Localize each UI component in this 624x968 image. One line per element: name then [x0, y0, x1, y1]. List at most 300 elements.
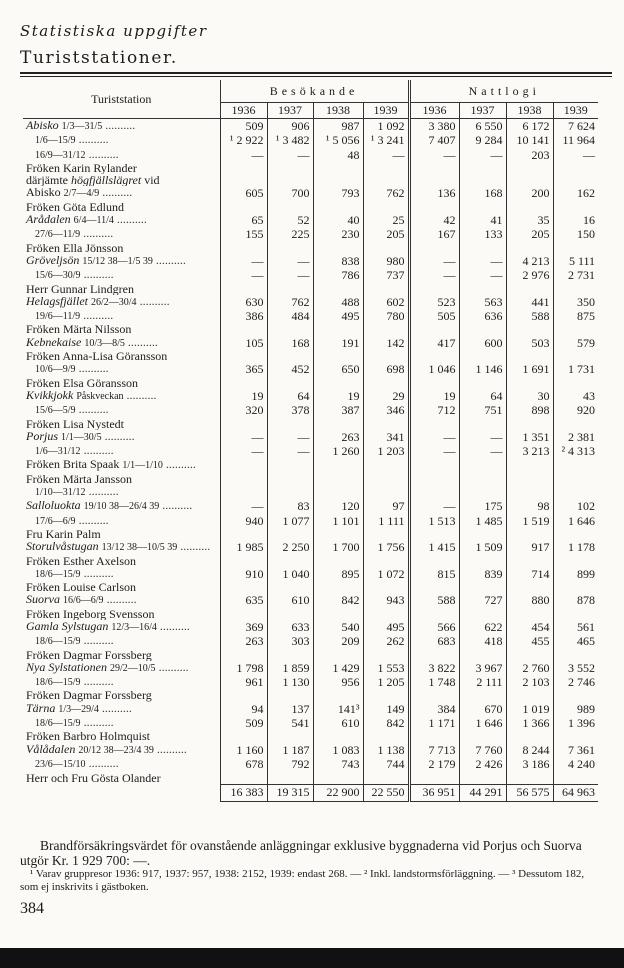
period-dates: 1/3—29/4: [58, 703, 99, 715]
visits-value-cell: 1 160: [220, 743, 267, 757]
visits-value-cell: 142: [363, 336, 409, 350]
nights-value-cell: —: [409, 499, 459, 513]
visits-value-cell: —: [220, 444, 267, 458]
station-label: Abisko: [26, 186, 61, 200]
nights-value-cell: [459, 418, 506, 430]
nights-value-cell: 1 146: [459, 362, 506, 376]
nights-value-cell: 1 171: [409, 716, 459, 730]
visits-value-cell: [267, 649, 313, 661]
table-row: [23, 186, 598, 200]
nights-value-cell: [506, 350, 553, 362]
table-row: [23, 689, 598, 701]
footer-main-text: Brandförsäkringsvärdet för ovanstående anläggningar exklusive byggnaderna vid Porjus och Suorva utgör Kr. 1 929 700: —.: [20, 838, 582, 868]
nights-value-cell: [506, 581, 553, 593]
period-dates: 1/6—15/9: [35, 135, 76, 147]
period-dates: 13/12 38—10/5 39: [101, 542, 178, 554]
station-label-suffix: vid: [144, 174, 160, 187]
period-dates: 6/4—11/4: [73, 215, 114, 227]
visits-value-cell: [363, 528, 409, 540]
nights-value-cell: 2 111: [459, 675, 506, 689]
visits-value-cell: [363, 555, 409, 567]
station-cell: [23, 661, 220, 675]
table-row: [23, 133, 598, 147]
page-number: 384: [20, 900, 44, 917]
nights-value-cell: [409, 174, 459, 186]
station-label: Fröken Märta Jansson: [26, 472, 132, 486]
visits-value-cell: 303: [267, 634, 313, 648]
station-cell: [23, 148, 220, 162]
visits-value-cell: —: [267, 430, 313, 444]
visits-value-cell: 141³: [313, 702, 363, 716]
station-cell: [23, 283, 220, 295]
visits-value-cell: 633: [267, 620, 313, 634]
nights-value-cell: 1 178: [553, 540, 598, 554]
nights-value-cell: 200: [506, 186, 553, 200]
nights-value-cell: 465: [553, 634, 598, 648]
station-label: Fröken Barbro Holmquist: [26, 730, 150, 743]
visits-value-cell: [363, 242, 409, 254]
station-cell: [23, 430, 220, 444]
visits-value-cell: [313, 283, 363, 295]
visits-value-cell: —: [220, 430, 267, 444]
nights-value-cell: 875: [553, 309, 598, 323]
table-row: [23, 268, 598, 282]
total-value-cell: 22 900: [313, 784, 363, 801]
running-header: Statistiska uppgifter: [20, 22, 208, 40]
leader-dots: ..........: [80, 309, 114, 323]
nights-value-cell: 1 019: [506, 702, 553, 716]
leader-dots: ..........: [153, 742, 187, 756]
visits-value-cell: 737: [363, 268, 409, 282]
leader-dots: ..........: [113, 213, 147, 227]
nights-value-cell: —: [409, 254, 459, 268]
nights-value-cell: 7 760: [459, 743, 506, 757]
visits-value-cell: [267, 458, 313, 472]
visits-value-cell: 65: [220, 213, 267, 227]
visits-value-cell: [363, 418, 409, 430]
table-row: [23, 555, 598, 567]
period-dates: 12/3—16/4: [111, 621, 157, 633]
nights-value-cell: —: [409, 148, 459, 162]
nights-value-cell: 1 646: [553, 514, 598, 528]
total-value-cell: 22 550: [363, 784, 409, 801]
station-label: Vålådalen: [26, 742, 76, 756]
visits-value-cell: 137: [267, 702, 313, 716]
visits-value-cell: 320: [220, 403, 267, 417]
station-cell: [23, 377, 220, 389]
nights-value-cell: 1 519: [506, 514, 553, 528]
period-dates: 18/6—15/9: [35, 636, 81, 648]
visits-value-cell: 495: [363, 620, 409, 634]
table-row: [23, 201, 598, 213]
nights-value-cell: 2 746: [553, 675, 598, 689]
group-header-nights: Nattlogi: [409, 80, 598, 102]
visits-value-cell: 209: [313, 634, 363, 648]
visits-value-cell: [313, 485, 363, 499]
nights-value-cell: 714: [506, 567, 553, 581]
visits-value-cell: [363, 201, 409, 213]
visits-value-cell: [220, 771, 267, 784]
nights-value-cell: [459, 242, 506, 254]
nights-value-cell: 670: [459, 702, 506, 716]
visits-value-cell: [313, 350, 363, 362]
table-row: [23, 743, 598, 757]
period-dates: 10/6—9/9: [35, 364, 76, 376]
nights-value-cell: 2 731: [553, 268, 598, 282]
station-cell: [23, 295, 220, 309]
nights-value-cell: 1 646: [459, 716, 506, 730]
nights-value-cell: [506, 649, 553, 661]
visits-value-cell: [363, 485, 409, 499]
visits-value-cell: 509: [220, 716, 267, 730]
nights-value-cell: 1 731: [553, 362, 598, 376]
nights-value-cell: 454: [506, 620, 553, 634]
visits-value-cell: 484: [267, 309, 313, 323]
nights-value-cell: 561: [553, 620, 598, 634]
table-row: [23, 418, 598, 430]
nights-value-cell: [459, 730, 506, 742]
nights-value-cell: 1 748: [409, 675, 459, 689]
visits-value-cell: [313, 581, 363, 593]
visits-value-cell: 1 429: [313, 661, 363, 675]
period-dates: 1/10—31/12: [35, 487, 86, 499]
table-row: [23, 528, 598, 540]
nights-value-cell: 2 976: [506, 268, 553, 282]
nights-value-cell: 751: [459, 403, 506, 417]
visits-value-cell: [220, 485, 267, 499]
nights-value-cell: 898: [506, 403, 553, 417]
total-value-cell: 64 963: [553, 784, 598, 801]
visits-value-cell: [220, 581, 267, 593]
station-label: Storulvåstugan: [26, 540, 99, 554]
visits-value-cell: [313, 730, 363, 742]
table-row: [23, 514, 598, 528]
total-value-cell: 44 291: [459, 784, 506, 801]
leader-dots: ..........: [75, 513, 109, 527]
nights-value-cell: 9 284: [459, 133, 506, 147]
station-cell: [23, 309, 220, 323]
visits-value-cell: [220, 377, 267, 389]
visits-value-cell: 762: [363, 186, 409, 200]
nights-value-cell: [459, 473, 506, 485]
nights-value-cell: 579: [553, 336, 598, 350]
nights-value-cell: 3 822: [409, 661, 459, 675]
nights-value-cell: 167: [409, 227, 459, 241]
nights-value-cell: 683: [409, 634, 459, 648]
visits-value-cell: [313, 555, 363, 567]
table-row: [23, 148, 598, 162]
visits-value-cell: 906: [267, 119, 313, 134]
visits-value-cell: [313, 473, 363, 485]
station-cell: [23, 675, 220, 689]
nights-value-cell: —: [459, 148, 506, 162]
station-cell: [23, 771, 220, 784]
period-dates: 19/10 38—26/4 39: [83, 501, 160, 513]
period-dates: 15/6—30/9: [35, 270, 81, 282]
nights-value-cell: 917: [506, 540, 553, 554]
nights-value-cell: 712: [409, 403, 459, 417]
visits-value-cell: —: [220, 254, 267, 268]
visits-value-cell: 387: [313, 403, 363, 417]
nights-value-cell: [459, 350, 506, 362]
station-cell: [23, 362, 220, 376]
visits-value-cell: [267, 350, 313, 362]
table-row: [23, 174, 598, 186]
nights-value-cell: [553, 555, 598, 567]
visits-value-cell: 1 072: [363, 567, 409, 581]
station-cell: [23, 499, 220, 513]
station-cell: [23, 593, 220, 607]
visits-value-cell: 1 700: [313, 540, 363, 554]
table-row: [23, 162, 598, 174]
visits-value-cell: [220, 323, 267, 335]
nights-value-cell: 505: [409, 309, 459, 323]
nights-value-cell: 815: [409, 567, 459, 581]
station-cell: [23, 418, 220, 430]
table-row: [23, 242, 598, 254]
nights-value-cell: 4 240: [553, 757, 598, 771]
leader-dots: ..........: [80, 675, 114, 689]
leader-dots: ..........: [80, 634, 114, 648]
visits-value-cell: [363, 689, 409, 701]
table-row: [23, 485, 598, 499]
visits-value-cell: 793: [313, 186, 363, 200]
visits-year-header: 1939: [363, 102, 409, 118]
nights-value-cell: [553, 283, 598, 295]
period-dates: Påskveckan: [76, 390, 124, 402]
visits-value-cell: 980: [363, 254, 409, 268]
nights-value-cell: [409, 350, 459, 362]
nights-value-cell: 441: [506, 295, 553, 309]
period-dates: 15/6—5/9: [35, 405, 76, 417]
station-cell: [23, 403, 220, 417]
station-label: Fröken Lisa Nystedt: [26, 417, 124, 430]
table-row: [23, 661, 598, 675]
table-row: [23, 389, 598, 403]
nights-value-cell: 205: [506, 227, 553, 241]
visits-value-cell: [220, 473, 267, 485]
visits-value-cell: 630: [220, 295, 267, 309]
nights-value-cell: [553, 174, 598, 186]
nights-value-cell: 7 713: [409, 743, 459, 757]
nights-value-cell: 1 485: [459, 514, 506, 528]
visits-value-cell: [267, 283, 313, 295]
visits-value-cell: [313, 528, 363, 540]
nights-value-cell: [553, 242, 598, 254]
nights-value-cell: [409, 377, 459, 389]
period-dates: 15/12 38—1/5 39: [82, 255, 153, 267]
table-row: [23, 593, 598, 607]
station-label: Helagsfjället: [26, 294, 88, 308]
nights-value-cell: [506, 458, 553, 472]
nights-year-header: 1936: [409, 102, 459, 118]
station-cell: [23, 620, 220, 634]
visits-value-cell: 1 553: [363, 661, 409, 675]
nights-value-cell: 162: [553, 186, 598, 200]
visits-value-cell: 842: [363, 716, 409, 730]
visits-value-cell: —: [267, 444, 313, 458]
visits-value-cell: [220, 174, 267, 186]
nights-value-cell: 1 366: [506, 716, 553, 730]
nights-value-cell: 418: [459, 634, 506, 648]
nights-value-cell: 2 381: [553, 430, 598, 444]
total-value-cell: 19 315: [267, 784, 313, 801]
leader-dots: ..........: [102, 118, 136, 132]
nights-value-cell: 6 172: [506, 119, 553, 134]
nights-value-cell: 1 509: [459, 540, 506, 554]
visits-value-cell: 52: [267, 213, 313, 227]
visits-value-cell: 602: [363, 295, 409, 309]
station-cell: [23, 389, 220, 403]
station-label: Fröken Dagmar Forssberg: [26, 689, 152, 702]
station-cell: [23, 119, 220, 134]
visits-value-cell: [313, 377, 363, 389]
visits-value-cell: [313, 242, 363, 254]
table-row: [23, 309, 598, 323]
nights-value-cell: [506, 473, 553, 485]
nights-value-cell: [506, 418, 553, 430]
visits-value-cell: —: [220, 268, 267, 282]
nights-value-cell: 10 141: [506, 133, 553, 147]
leader-dots: ..........: [152, 253, 186, 267]
nights-value-cell: 899: [553, 567, 598, 581]
nights-value-cell: [409, 528, 459, 540]
stations-table: [23, 80, 598, 802]
station-label: Fröken Brita Spaak: [26, 458, 120, 472]
nights-value-cell: 839: [459, 567, 506, 581]
leader-dots: ..........: [85, 485, 119, 499]
visits-value-cell: [267, 377, 313, 389]
station-cell: [23, 186, 220, 200]
visits-value-cell: 191: [313, 336, 363, 350]
station-label: Fru Karin Palm: [26, 527, 101, 541]
nights-value-cell: [409, 730, 459, 742]
visits-value-cell: [220, 350, 267, 362]
nights-value-cell: [459, 458, 506, 472]
visits-value-cell: [313, 608, 363, 620]
nights-value-cell: [459, 162, 506, 174]
nights-value-cell: 4 213: [506, 254, 553, 268]
period-dates: 18/6—15/9: [35, 677, 81, 689]
visits-value-cell: [363, 162, 409, 174]
visits-value-cell: 25: [363, 213, 409, 227]
table-row: [23, 377, 598, 389]
nights-value-cell: [553, 323, 598, 335]
station-cell: [23, 649, 220, 661]
period-dates: 1/6—31/12: [35, 446, 81, 458]
visits-value-cell: 610: [313, 716, 363, 730]
station-label: därjämte: [26, 174, 68, 187]
visits-value-cell: 149: [363, 702, 409, 716]
leader-dots: ..........: [75, 362, 109, 376]
nights-value-cell: 7 361: [553, 743, 598, 757]
nights-value-cell: [459, 485, 506, 499]
nights-value-cell: [409, 771, 459, 784]
station-cell: [23, 227, 220, 241]
visits-value-cell: 365: [220, 362, 267, 376]
total-value-cell: 16 383: [220, 784, 267, 801]
nights-value-cell: [553, 377, 598, 389]
visits-value-cell: [220, 649, 267, 661]
leader-dots: ..........: [124, 335, 158, 349]
station-cell: [23, 540, 220, 554]
header-rule: [20, 72, 612, 74]
nights-value-cell: —: [459, 268, 506, 282]
visits-value-cell: [220, 418, 267, 430]
visits-value-cell: 346: [363, 403, 409, 417]
leader-dots: ..........: [80, 227, 114, 241]
period-dates: 16/6—6/9: [63, 595, 104, 607]
nights-value-cell: 175: [459, 499, 506, 513]
nights-value-cell: 133: [459, 227, 506, 241]
visits-value-cell: 1 077: [267, 514, 313, 528]
station-cell: [23, 485, 220, 499]
nights-value-cell: 417: [409, 336, 459, 350]
table-row: [23, 254, 598, 268]
visits-value-cell: [363, 323, 409, 335]
nights-value-cell: [553, 581, 598, 593]
station-label-note: högfjällslägret: [70, 174, 142, 187]
nights-value-cell: 2 103: [506, 675, 553, 689]
nights-value-cell: [409, 242, 459, 254]
visits-value-cell: [267, 473, 313, 485]
leader-dots: ..........: [85, 756, 119, 770]
nights-value-cell: [553, 418, 598, 430]
nights-value-cell: 136: [409, 186, 459, 200]
leader-dots: ..........: [75, 133, 109, 147]
nights-value-cell: [459, 689, 506, 701]
nights-value-cell: 42: [409, 213, 459, 227]
visits-value-cell: [363, 458, 409, 472]
nights-value-cell: 563: [459, 295, 506, 309]
nights-value-cell: [459, 608, 506, 620]
nights-value-cell: 7 407: [409, 133, 459, 147]
visits-value-cell: 1 040: [267, 567, 313, 581]
visits-value-cell: —: [363, 148, 409, 162]
leader-dots: ..........: [155, 660, 189, 674]
station-label: Gröveljsön: [26, 253, 80, 267]
nights-value-cell: 3 967: [459, 661, 506, 675]
table-row: [23, 213, 598, 227]
station-label: Kebnekaise: [26, 335, 82, 349]
visits-value-cell: 29: [363, 389, 409, 403]
leader-dots: ..........: [159, 499, 193, 513]
visits-value-cell: 895: [313, 567, 363, 581]
nights-value-cell: [409, 323, 459, 335]
visits-value-cell: 369: [220, 620, 267, 634]
table-row: [23, 336, 598, 350]
nights-value-cell: [459, 377, 506, 389]
nights-value-cell: [506, 771, 553, 784]
nights-value-cell: [409, 418, 459, 430]
visits-value-cell: [267, 323, 313, 335]
visits-value-cell: 1 092: [363, 119, 409, 134]
visits-value-cell: —: [267, 254, 313, 268]
station-label: Abisko: [26, 118, 59, 132]
nights-value-cell: —: [459, 444, 506, 458]
visits-year-header: 1936: [220, 102, 267, 118]
visits-value-cell: 1 083: [313, 743, 363, 757]
visits-value-cell: [267, 485, 313, 499]
nights-value-cell: [409, 555, 459, 567]
visits-value-cell: 97: [363, 499, 409, 513]
visits-value-cell: [267, 581, 313, 593]
station-cell: [23, 528, 220, 540]
visits-value-cell: 1 101: [313, 514, 363, 528]
scan-edge: [0, 948, 624, 968]
visits-value-cell: 40: [313, 213, 363, 227]
nights-value-cell: 588: [409, 593, 459, 607]
